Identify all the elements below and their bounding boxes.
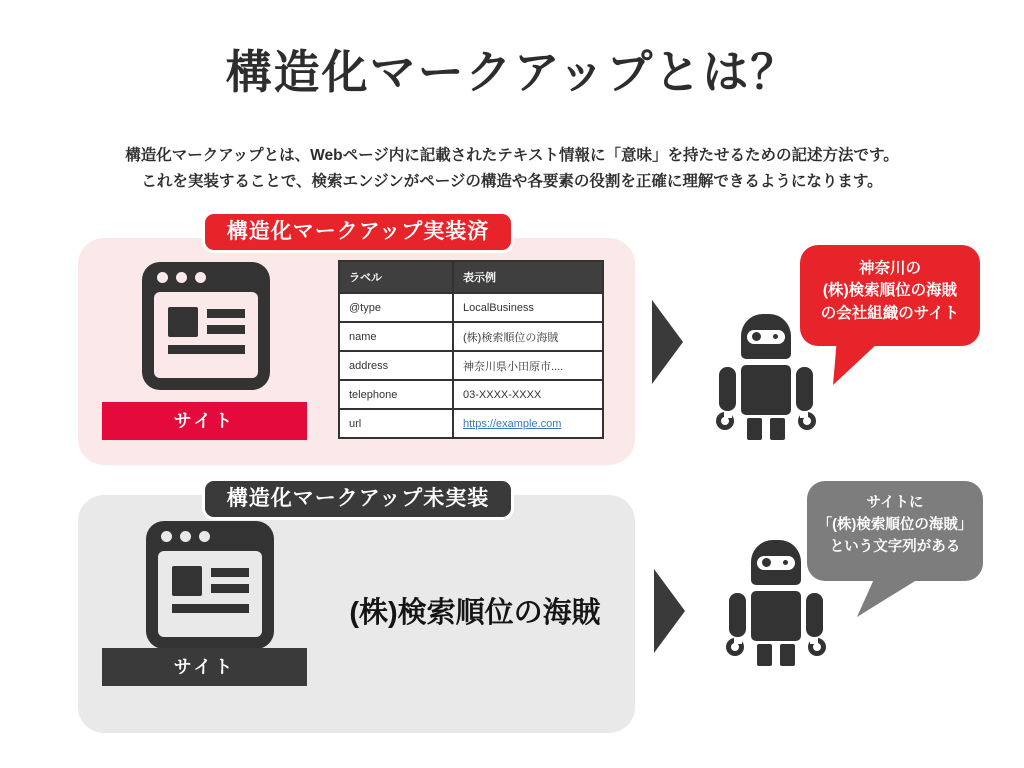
robot-body: [751, 591, 801, 641]
table-cell-value: 神奈川県小田原市....: [454, 352, 602, 379]
page-title: 構造化マークアップとは？: [225, 46, 799, 98]
content-line-placeholder: [211, 568, 249, 577]
content-block-placeholder: [168, 307, 198, 337]
robot-arm: [796, 367, 813, 411]
description-line-2: これを実装することで、検索エンジンがページの構造や各要素の役割を正確に理解できるようになります。: [141, 173, 883, 191]
example-url-link[interactable]: https://example.com: [463, 417, 562, 430]
table-cell-label: telephone: [340, 381, 452, 408]
table-header-example: 表示例: [454, 262, 602, 292]
speech-bubble-not-implemented: [807, 481, 983, 581]
robot-arm: [806, 593, 823, 637]
robot-eye-icon: [773, 334, 778, 339]
window-dot-icon: [180, 531, 191, 542]
speech-bubble-tail: [855, 578, 920, 617]
table-cell-value: (株)検索順位の海賊: [454, 323, 602, 350]
bubble-line: (株)検索順位の海賊: [822, 282, 958, 300]
content-line-placeholder: [207, 325, 245, 334]
robot-leg: [747, 418, 762, 440]
table-cell-value: 03-XXXX-XXXX: [454, 381, 602, 408]
content-line-placeholder: [207, 309, 245, 318]
not-implemented-badge: 構造化マークアップ未実装: [202, 478, 514, 520]
table-cell-label: @type: [340, 294, 452, 321]
site-label-implemented: サイト: [102, 402, 307, 440]
window-content-area: [158, 551, 262, 637]
table-cell-value: LocalBusiness: [454, 294, 602, 321]
window-dot-icon: [199, 531, 210, 542]
robot-arm: [729, 593, 746, 637]
robot-hand: [808, 638, 826, 656]
content-line-placeholder: [211, 584, 249, 593]
browser-window-icon: [142, 262, 270, 390]
bubble-line: の会社組織のサイト: [820, 304, 960, 322]
description-line-1: 構造化マークアップとは、Webページ内に記載されたテキスト情報に「意味」を持たせるための記述方法です。: [125, 147, 899, 164]
table-cell-value: [454, 410, 602, 437]
content-line-placeholder: [168, 345, 245, 354]
table-header-label: ラベル: [340, 262, 452, 292]
table-cell-label: name: [340, 323, 452, 350]
robot-hand: [716, 412, 734, 430]
page-description: [0, 143, 1024, 196]
bubble-line: 「(株)検索順位の海賊」: [817, 516, 973, 533]
table-cell-label: address: [340, 352, 452, 379]
arrow-right-icon: [654, 569, 685, 653]
structured-data-table: [338, 260, 604, 439]
robot-eye-icon: [762, 558, 771, 567]
window-dot-icon: [195, 272, 206, 283]
robot-leg: [780, 644, 795, 666]
content-block-placeholder: [172, 566, 202, 596]
window-dot-icon: [157, 272, 168, 283]
bubble-line: サイトに: [866, 495, 924, 511]
bubble-line: という文字列がある: [829, 538, 961, 555]
robot-hand: [726, 638, 744, 656]
content-line-placeholder: [172, 604, 249, 613]
table-cell-label: url: [340, 410, 452, 437]
browser-window-icon: [146, 521, 274, 649]
bubble-line: 神奈川の: [858, 260, 921, 277]
window-dot-icon: [176, 272, 187, 283]
robot-hand: [798, 412, 816, 430]
implemented-badge: 構造化マークアップ実装済: [202, 211, 514, 253]
speech-bubble-implemented: [800, 245, 980, 346]
robot-arm: [719, 367, 736, 411]
robot-leg: [770, 418, 785, 440]
window-content-area: [154, 292, 258, 378]
robot-eye-icon: [752, 332, 761, 341]
window-dot-icon: [161, 531, 172, 542]
speech-bubble-tail: [833, 343, 878, 385]
robot-body: [741, 365, 791, 415]
robot-eye-icon: [783, 560, 788, 565]
arrow-right-icon: [652, 300, 683, 384]
site-label-not-implemented: サイト: [102, 648, 307, 686]
plain-text-company-name: (株)検索順位の海賊: [349, 597, 601, 629]
robot-leg: [757, 644, 772, 666]
